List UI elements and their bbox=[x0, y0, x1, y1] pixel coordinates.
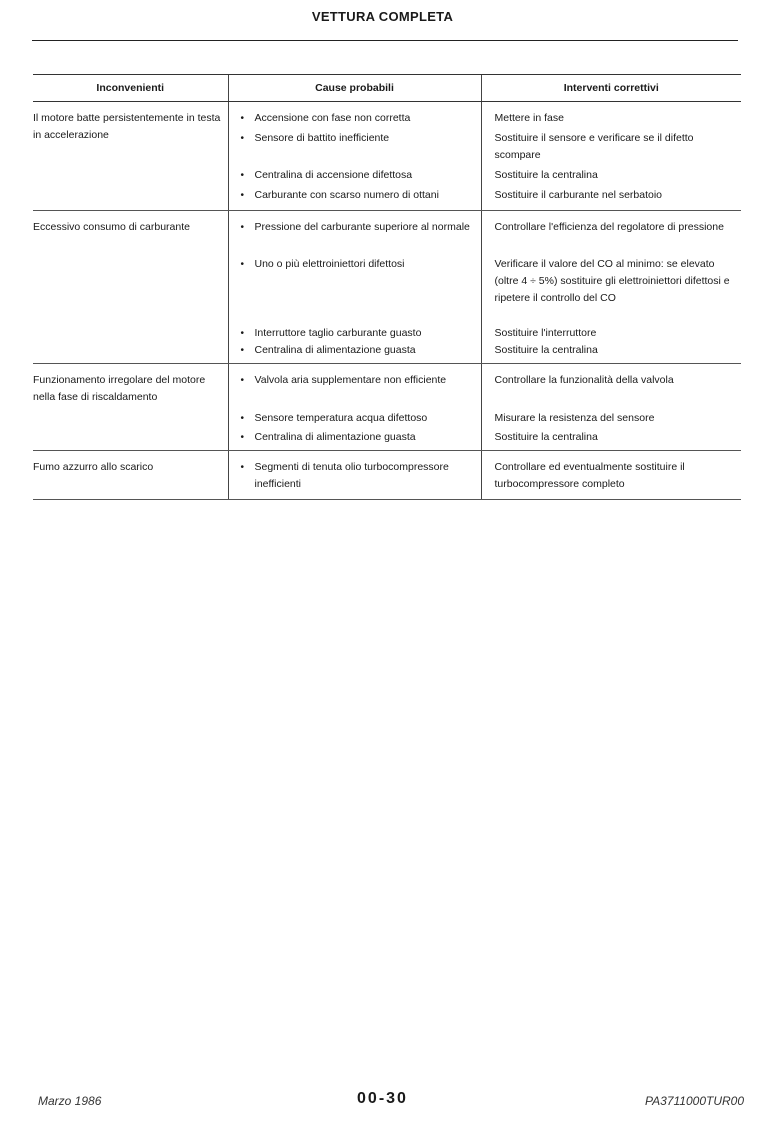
remedy-item: Controllare la funzionalità della valvola bbox=[494, 374, 674, 386]
cause-item bbox=[229, 167, 481, 184]
footer-document-code: PA3711000TUR00 bbox=[645, 1094, 744, 1108]
bullet-icon: • bbox=[240, 328, 245, 339]
problem-text: Funzionamento irregolare del motore nella fase di riscaldamento bbox=[33, 374, 206, 403]
problem-text: Eccessivo consumo di carburante bbox=[33, 221, 190, 233]
cause-text: Segmenti di tenuta olio turbocompressore inefficienti bbox=[254, 461, 449, 490]
cause-item bbox=[229, 219, 481, 253]
remedy-item: Sostituire il sensore e verificare se il difetto scompare bbox=[494, 132, 694, 161]
bullet-icon: • bbox=[240, 170, 245, 181]
remedy-cell bbox=[481, 211, 741, 364]
header-rule bbox=[32, 40, 738, 41]
cause-text: Interruttore taglio carburante guasto bbox=[254, 327, 422, 339]
cause-cell bbox=[228, 364, 481, 451]
remedy-item: Sostituire la centralina bbox=[494, 344, 598, 356]
page-footer bbox=[0, 1090, 765, 1114]
cause-item bbox=[229, 325, 481, 342]
problem-text: Fumo azzurro allo scarico bbox=[33, 461, 154, 473]
cause-text: Sensore di battito inefficiente bbox=[254, 132, 390, 144]
remedy-item: Mettere in fase bbox=[494, 112, 564, 124]
bullet-icon: • bbox=[240, 413, 245, 424]
cause-item bbox=[229, 372, 481, 406]
problem-cell bbox=[33, 102, 228, 211]
footer-date: Marzo 1986 bbox=[38, 1094, 102, 1108]
cause-cell bbox=[228, 102, 481, 211]
page-title: VETTURA COMPLETA bbox=[311, 9, 454, 24]
cause-text: Centralina di alimentazione guasta bbox=[254, 431, 416, 443]
cause-item bbox=[229, 459, 481, 493]
column-header-remedies: Interventi correttivi bbox=[481, 75, 741, 102]
cause-cell bbox=[228, 211, 481, 364]
bullet-icon: • bbox=[240, 133, 245, 144]
bullet-icon: • bbox=[240, 375, 245, 386]
remedy-cell bbox=[481, 451, 741, 500]
bullet-icon: • bbox=[240, 222, 245, 233]
bullet-icon: • bbox=[240, 190, 245, 201]
cause-item bbox=[229, 429, 481, 446]
remedy-item: Sostituire la centralina bbox=[494, 169, 598, 181]
cause-item bbox=[229, 342, 481, 359]
cause-text: Uno o più elettroiniettori difettosi bbox=[254, 258, 405, 270]
remedy-item: Controllare l'efficienza del regolatore di pressione bbox=[494, 221, 724, 233]
cause-cell bbox=[228, 451, 481, 500]
table-row bbox=[33, 211, 741, 364]
remedy-item: Controllare ed eventualmente sostituire il turbocompressore completo bbox=[494, 461, 685, 490]
cause-text: Valvola aria supplementare non efficiente bbox=[254, 374, 447, 386]
cause-text: Accensione con fase non corretta bbox=[254, 112, 411, 124]
table-row bbox=[33, 451, 741, 500]
cause-text: Pressione del carburante superiore al normale bbox=[254, 221, 470, 233]
problem-cell bbox=[33, 451, 228, 500]
problem-cell bbox=[33, 364, 228, 451]
table-body bbox=[33, 102, 741, 500]
cause-item bbox=[229, 187, 481, 204]
table-row bbox=[33, 364, 741, 451]
remedy-item: Verificare il valore del CO al minimo: se elevato (oltre 4 ÷ 5%) sostituire gli elettroiniettori difettosi e ripetere il controllo del CO bbox=[494, 258, 730, 304]
column-header-causes: Cause probabili bbox=[228, 75, 481, 102]
bullet-icon: • bbox=[240, 113, 245, 124]
remedy-item: Sostituire l'interruttore bbox=[494, 327, 597, 339]
remedy-cell bbox=[481, 102, 741, 211]
problem-cell bbox=[33, 211, 228, 364]
remedy-cell bbox=[481, 364, 741, 451]
bullet-icon: • bbox=[240, 462, 245, 473]
cause-item bbox=[229, 110, 481, 127]
problem-text: Il motore batte persistentemente in testa in accelerazione bbox=[33, 112, 221, 141]
bullet-icon: • bbox=[240, 259, 245, 270]
footer-page-number: 00-30 bbox=[357, 1090, 408, 1107]
remedy-item: Sostituire il carburante nel serbatoio bbox=[494, 189, 663, 201]
bullet-icon: • bbox=[240, 432, 245, 443]
remedy-item: Misurare la resistenza del sensore bbox=[494, 412, 655, 424]
cause-item bbox=[229, 130, 481, 164]
cause-text: Centralina di alimentazione guasta bbox=[254, 344, 416, 356]
table-header-row bbox=[33, 75, 741, 102]
cause-item bbox=[229, 410, 481, 427]
cause-text: Sensore temperatura acqua difettoso bbox=[254, 412, 428, 424]
remedy-item: Sostituire la centralina bbox=[494, 431, 598, 443]
cause-text: Centralina di accensione difettosa bbox=[254, 169, 413, 181]
cause-text: Carburante con scarso numero di ottani bbox=[254, 189, 439, 201]
bullet-icon: • bbox=[240, 345, 245, 356]
table-row bbox=[33, 102, 741, 211]
cause-item bbox=[229, 256, 481, 324]
column-header-problems: Inconvenienti bbox=[33, 75, 228, 102]
troubleshooting-table bbox=[33, 74, 741, 500]
